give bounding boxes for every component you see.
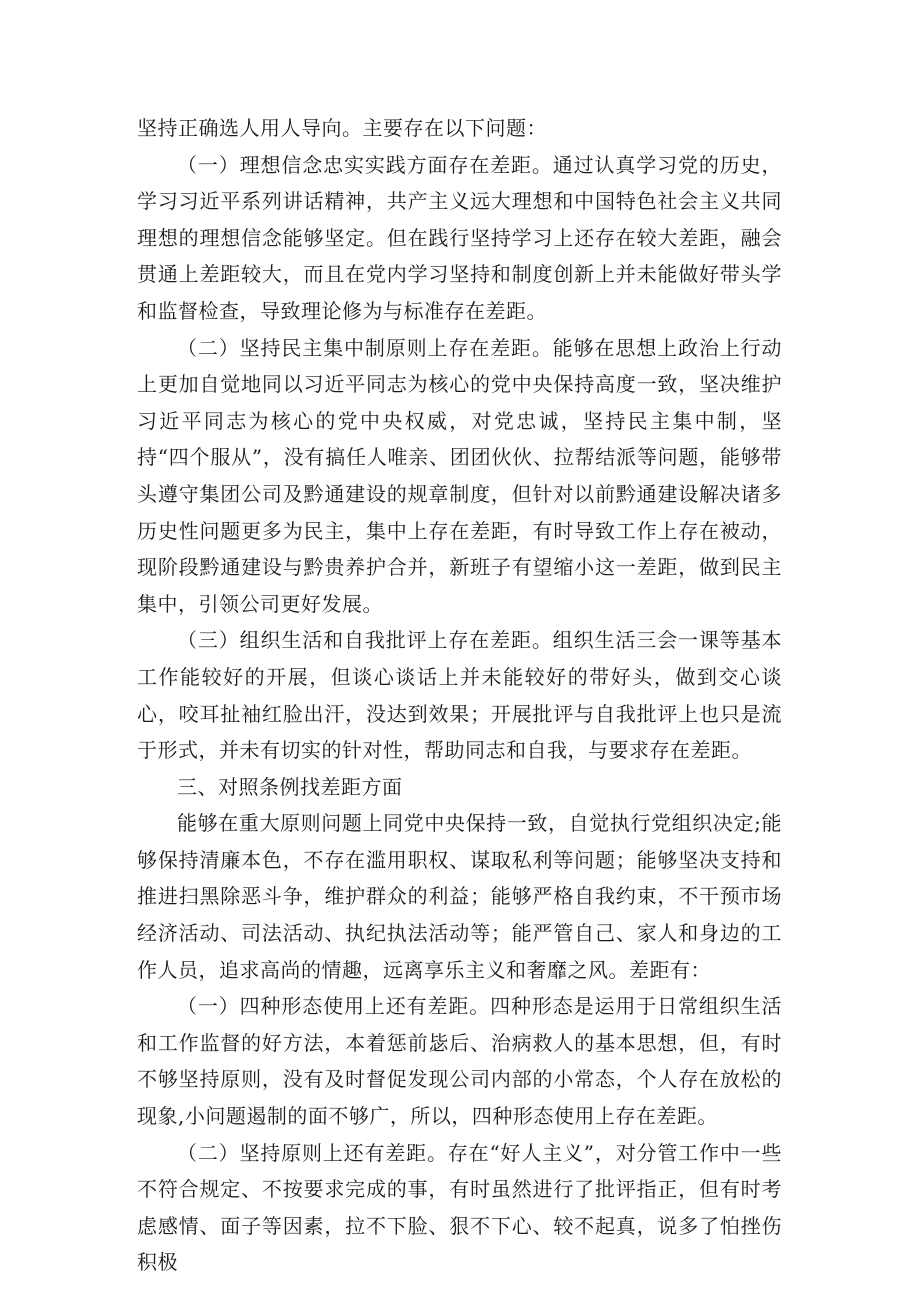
section-heading-regulations: 三、对照条例找差距方面	[177, 774, 403, 799]
paragraph-regulations: 能够在重大原则问题上同党中央保持一致，自觉执行党组织决定;能够保持清廉本色，不存在滥用职权、谋取私利等问题；能够坚决支持和推进扫黑除恶斗争，维护群众的利益；能够严格自我约束，不干预市场经济活动、司法活动、执纪执法活动等；能严管自己、家人和身边的工作人员，追求高尚的情趣，远离享乐主义和奢靡之风。差距有：	[137, 811, 782, 982]
paragraph-democratic-centralism: （二）坚持民主集中制原则上存在差距。能够在思想上政治上行动上更加自觉地同以习近平同志为核心的党中央保持高度一致，坚决维护习近平同志为核心的党中央权威，对党忠诚，坚持民主集中制，坚持“四个服从”，没有搞任人唯亲、团团伙伙、拉帮结派等问题，能够带头遵守集团公司及黔通建设的规章制度，但针对以前黔通建设解决诸多历史性问题更多为民主，集中上存在差距，有时导致工作上存在被动，现阶段黔通建设与黔贵养护合并，新班子有望缩小这一差距，做到民主集中，引领公司更好发展。	[137, 335, 782, 616]
paragraph-intro: 坚持正确选人用人导向。主要存在以下问题：	[137, 116, 547, 140]
paragraph-ideals: （一）理想信念忠实实践方面存在差距。通过认真学习党的历史，学习习近平系列讲话精神，共产主义远大理想和中国特色社会主义共同理想的理想信念能够坚定。但在践行坚持学习上还存在较大差距，融会贯通上差距较大，而且在党内学习坚持和制度创新上并未能做好带头学和监督检查，导致理论修为与标准存在差距。	[137, 152, 782, 323]
paragraph-principles: （二）坚持原则上还有差距。存在“好人主义”，对分管工作中一些不符合规定、不按要求完成的事，有时虽然进行了批评指正，但有时考虑感情、面子等因素，拉不下脸、狠不下心、较不起真，说多了怕挫伤积极	[137, 1140, 782, 1275]
paragraph-four-forms: （一）四种形态使用上还有差距。四种形态是运用于日常组织生活和工作监督的好方法，本着惩前毖后、治病救人的基本思想，但，有时不够坚持原则，没有及时督促发现公司内部的小常态，个人存在放松的现象,小问题遏制的面不够广，所以，四种形态使用上存在差距。	[137, 994, 782, 1129]
document-body	[137, 110, 782, 1281]
paragraph-organizational-life: （三）组织生活和自我批评上存在差距。组织生活三会一课等基本工作能较好的开展，但谈心谈话上并未能较好的带好头，做到交心谈心，咬耳扯袖红脸出汗，没达到效果；开展批评与自我批评上也只是流于形式，并未有切实的针对性，帮助同志和自我，与要求存在差距。	[137, 628, 782, 763]
